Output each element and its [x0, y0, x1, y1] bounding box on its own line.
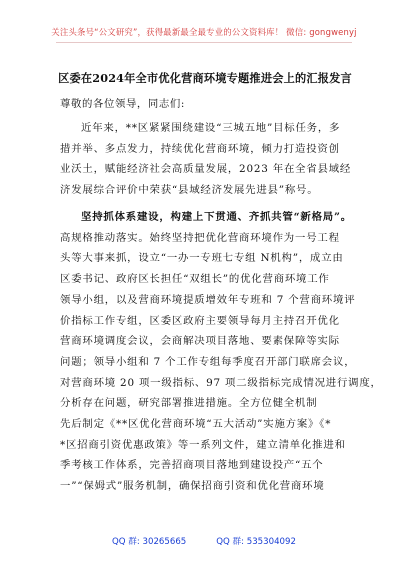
header-banner: 关注头条号“公文研究”，获得最新最全最专业的公文资料库！ 微信: gongwenyj [51, 27, 357, 37]
body-line: 头等大事来抓，设立“一办一专班七专组 N机构”，成立由 [60, 252, 344, 265]
body-line: 区委书记、政府区长担任“双组长”的优化营商环境工作 [60, 273, 330, 286]
footer [0, 535, 408, 547]
body-line: 先后制定《**区优化营商环境“五大活动”实施方案》《* [60, 418, 332, 431]
body-line: 营商环境调度会议，会商解决项目落地、要素保障等实际 [60, 335, 340, 348]
footer-qq-group-2: QQ 群: 535304092 [216, 537, 296, 547]
salutation: 尊敬的各位领导，同志们: [60, 98, 185, 110]
intro-paragraph [60, 118, 353, 201]
section-heading: 坚持抓体系建设，构建上下贯通、齐抓共管“新格局”。 [81, 211, 352, 223]
body-line: 问题；领导小组和 7 个工作专组每季度召开部门联席会议， [60, 355, 356, 368]
body-line: 价指标工作专组，区委区政府主要领导每月主持召开优化 [60, 314, 340, 327]
section-1-paragraph [60, 207, 382, 497]
intro-line: 业沃土，赋能经济社会高质量发展，2023 年在全省县域经 [60, 163, 352, 176]
intro-line: 近年来，**区紧紧围绕建设“三城五地”目标任务，多 [81, 122, 341, 134]
footer-qq-group-1: QQ 群: 30265665 [112, 537, 187, 547]
body-line: *区招商引资优惠政策》等一系列文件，建立清单化推进和 [60, 438, 346, 451]
body-line: 对营商环境 20 项一级指标、97 项二级指标完成情况进行调度， [60, 376, 382, 389]
intro-line: 济发展综合评价中荣获“县域经济发展先进县”称号。 [60, 184, 319, 197]
document-title: 区委在2024年全市优化营商环境专题推进会上的汇报发言 [58, 71, 352, 85]
body-line: 一”“保姆式”服务机制，确保招商引资和优化营商环境 [60, 480, 325, 493]
intro-line: 措并举、多点发力，持续优化营商环境，倾力打造投资创 [60, 142, 340, 155]
body-line: 高规格推动落实。始终坚持把优化营商环境作为一号工程 [60, 231, 340, 244]
header-divider [56, 42, 352, 43]
body-line: 季考核工作体系，完善招商项目落地到建设投产“五个 [60, 459, 324, 472]
body-line: 分析存在问题，研究部署推进措施。全方位健全机制 [60, 397, 318, 410]
body-line: 领导小组，以及营商环境提质增效年专班和 7 个营商环境评 [60, 293, 356, 306]
